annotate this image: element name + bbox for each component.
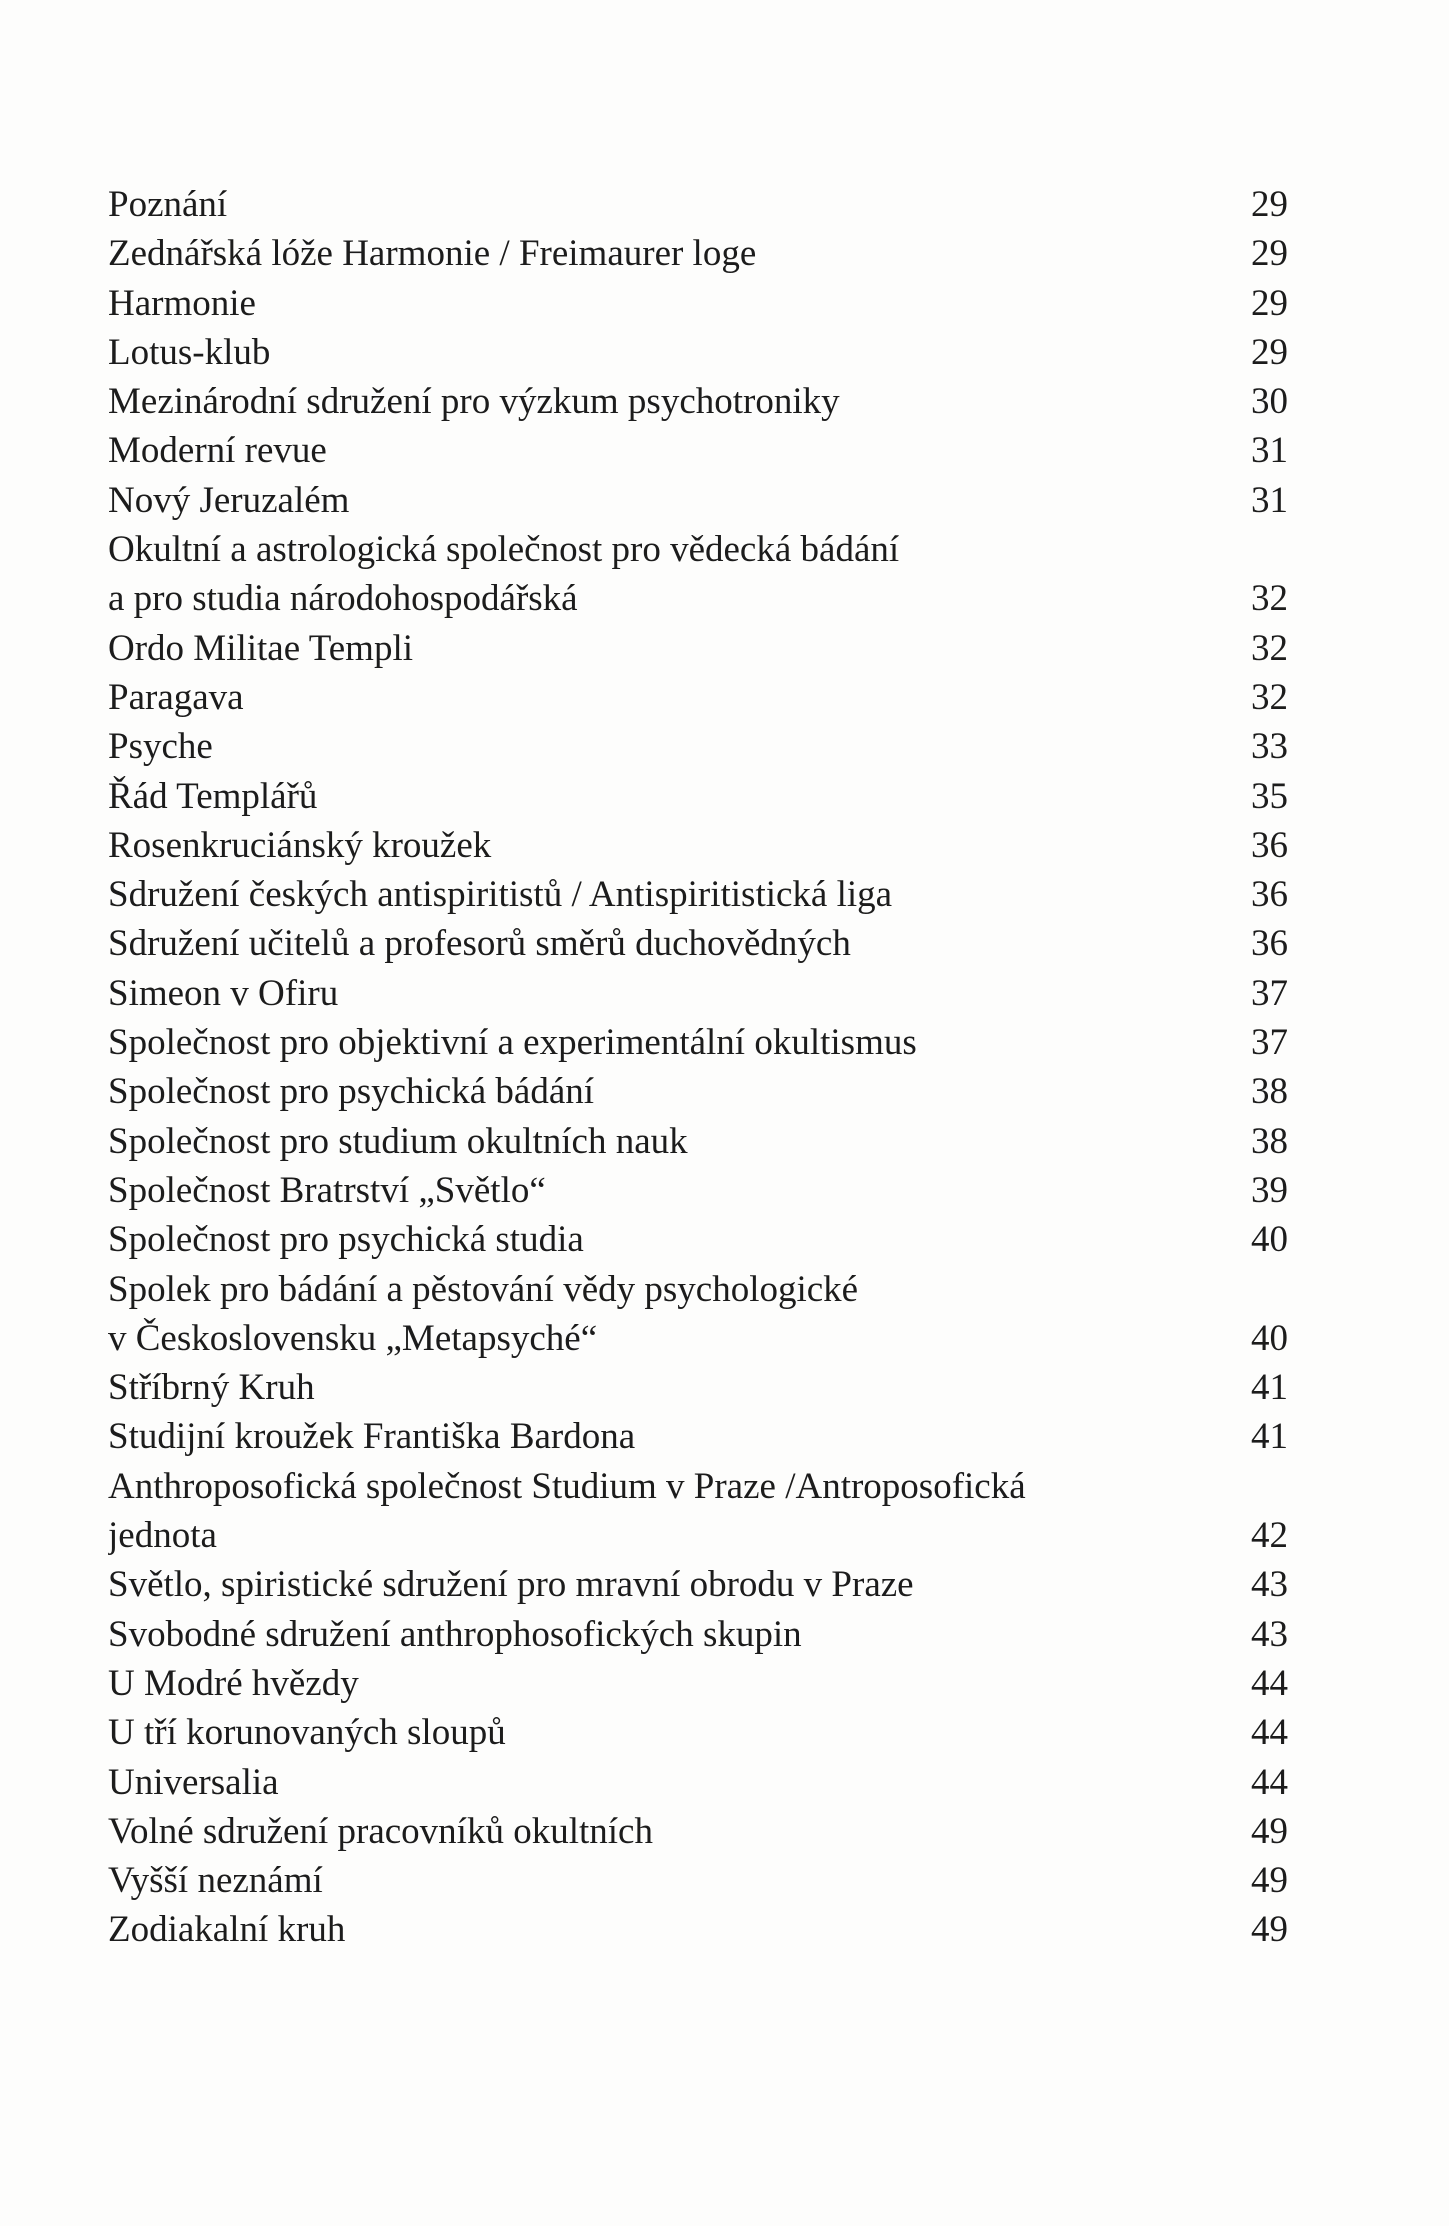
toc-entry-line	[108, 1166, 1288, 1215]
toc-entry-line	[108, 1659, 1288, 1708]
toc-entry-page-number: 29	[1251, 331, 1288, 373]
toc-entry-line	[108, 1067, 1288, 1116]
toc-entry-line	[108, 1560, 1288, 1609]
toc-entry-title: Ordo Militae Templi	[108, 627, 414, 669]
toc-entry	[108, 722, 1288, 771]
toc-entry-title: Řád Templářů	[108, 775, 318, 817]
toc-entry-line	[108, 1708, 1288, 1757]
toc-entry-title: Rosenkruciánský kroužek	[108, 824, 492, 866]
toc-entry	[108, 1462, 1288, 1561]
toc-entry-line	[108, 1610, 1288, 1659]
toc-entry	[108, 1117, 1288, 1166]
toc-entry-page-number: 38	[1251, 1120, 1288, 1162]
toc-entry-title: Zodiakalní kruh	[108, 1909, 346, 1951]
toc-entry-page-number: 36	[1251, 923, 1288, 965]
toc-entry	[108, 1905, 1288, 1954]
toc-entry-page-number: 41	[1251, 1367, 1288, 1409]
toc-entry-title: Světlo, spiristické sdružení pro mravní obrodu v Praze	[108, 1564, 914, 1606]
toc-entry	[108, 426, 1288, 475]
toc-entry-page-number: 31	[1251, 430, 1288, 472]
toc-entry-line	[108, 772, 1288, 821]
toc-entry-title: Psyche	[108, 726, 213, 768]
toc-entry-line	[108, 624, 1288, 673]
toc-entry	[108, 1610, 1288, 1659]
toc-entry-title: Nový Jeruzalém	[108, 479, 350, 521]
toc-entry	[108, 377, 1288, 426]
toc-entry	[108, 1708, 1288, 1757]
toc-entry	[108, 525, 1288, 624]
toc-entry-line	[108, 919, 1288, 968]
toc-entry-title: Harmonie	[108, 282, 256, 324]
toc-entry-title: Moderní revue	[108, 430, 327, 472]
toc-entry-page-number: 36	[1251, 874, 1288, 916]
toc-entry-page-number: 35	[1251, 775, 1288, 817]
toc-entry-line	[108, 1363, 1288, 1412]
toc-entry-title: a pro studia národohospodářská	[108, 578, 578, 620]
toc-entry-page-number: 32	[1251, 627, 1288, 669]
toc-entry-title: Společnost pro objektivní a experimentální okultismus	[108, 1022, 917, 1064]
toc-entry-title: Anthroposofická společnost Studium v Praze /Antroposofická	[108, 1465, 1026, 1507]
toc-entry-page-number: 39	[1251, 1169, 1288, 1211]
toc-entry-title: Svobodné sdružení anthrophosofických skupin	[108, 1613, 802, 1655]
toc-entry	[108, 1659, 1288, 1708]
toc-entry-line	[108, 1265, 1288, 1314]
toc-entry-line	[108, 673, 1288, 722]
toc-entry-title: U Modré hvězdy	[108, 1662, 359, 1704]
toc-entry	[108, 229, 1288, 278]
toc-entry-page-number: 36	[1251, 824, 1288, 866]
toc-entry-page-number: 29	[1251, 233, 1288, 275]
toc-entry	[108, 673, 1288, 722]
toc-entry	[108, 870, 1288, 919]
toc-entry	[108, 476, 1288, 525]
toc-entry	[108, 1412, 1288, 1461]
toc-entry-title: Paragava	[108, 676, 244, 718]
toc-entry-line	[108, 870, 1288, 919]
toc-entry-title: Okultní a astrologická společnost pro vědecká bádání	[108, 529, 900, 571]
toc-entry-title: Vyšší neznámí	[108, 1860, 323, 1902]
toc-entry-line	[108, 574, 1288, 623]
toc-entry-title: U tří korunovaných sloupů	[108, 1712, 506, 1754]
toc-entry-page-number: 30	[1251, 381, 1288, 423]
toc-entry-title: Společnost pro psychická bádání	[108, 1071, 595, 1113]
toc-entry-title: Sdružení učitelů a profesorů směrů duchovědných	[108, 923, 851, 965]
toc-entry-page-number: 32	[1251, 578, 1288, 620]
toc-entry-page-number: 44	[1251, 1662, 1288, 1704]
toc-entry-line	[108, 1511, 1288, 1560]
toc-entry	[108, 1560, 1288, 1609]
toc-entry-title: Simeon v Ofiru	[108, 972, 339, 1014]
toc-entry-title: v Československu „Metapsyché“	[108, 1317, 598, 1359]
toc-entry-title: Společnost Bratrství „Světlo“	[108, 1169, 546, 1211]
toc-entry-line	[108, 328, 1288, 377]
toc-entry	[108, 919, 1288, 968]
toc-entry-page-number: 43	[1251, 1613, 1288, 1655]
toc-entry-line	[108, 1412, 1288, 1461]
toc-entry-page-number: 49	[1251, 1909, 1288, 1951]
toc-entry-title: Lotus-klub	[108, 331, 271, 373]
toc-entry-page-number: 44	[1251, 1761, 1288, 1803]
toc-entry-title: Mezinárodní sdružení pro výzkum psychotroniky	[108, 381, 840, 423]
table-of-contents	[108, 180, 1288, 1955]
toc-entry-title: Stříbrný Kruh	[108, 1367, 315, 1409]
toc-entry	[108, 1166, 1288, 1215]
toc-entry	[108, 1807, 1288, 1856]
toc-entry-line	[108, 1314, 1288, 1363]
toc-entry	[108, 1758, 1288, 1807]
toc-entry-title: Společnost pro psychická studia	[108, 1219, 584, 1261]
toc-entry	[108, 969, 1288, 1018]
toc-entry-page-number: 37	[1251, 972, 1288, 1014]
toc-entry-page-number: 29	[1251, 282, 1288, 324]
toc-entry	[108, 772, 1288, 821]
toc-entry-page-number: 29	[1251, 184, 1288, 225]
toc-entry-page-number: 31	[1251, 479, 1288, 521]
toc-entry-line	[108, 1856, 1288, 1905]
toc-entry-page-number: 43	[1251, 1564, 1288, 1606]
toc-entry	[108, 1265, 1288, 1364]
toc-entry-line	[108, 426, 1288, 475]
toc-entry-page-number: 32	[1251, 676, 1288, 718]
toc-entry-title: Volné sdružení pracovníků okultních	[108, 1810, 653, 1852]
toc-entry	[108, 1018, 1288, 1067]
toc-entry-page-number: 49	[1251, 1860, 1288, 1902]
toc-entry-line	[108, 229, 1288, 278]
toc-entry-page-number: 42	[1251, 1515, 1288, 1557]
toc-entry	[108, 1215, 1288, 1264]
toc-entry-title: jednota	[108, 1515, 217, 1557]
toc-entry-line	[108, 1905, 1288, 1954]
toc-entry	[108, 1856, 1288, 1905]
toc-entry-line	[108, 1462, 1288, 1511]
toc-entry	[108, 1363, 1288, 1412]
toc-entry-line	[108, 180, 1288, 229]
toc-entry-title: Poznání	[108, 184, 228, 225]
toc-entry-title: Zednářská lóže Harmonie / Freimaurer loge	[108, 233, 757, 275]
toc-entry-title: Společnost pro studium okultních nauk	[108, 1120, 688, 1162]
toc-entry	[108, 1067, 1288, 1116]
toc-entry-page-number: 38	[1251, 1071, 1288, 1113]
toc-entry-line	[108, 1758, 1288, 1807]
toc-entry-line	[108, 1807, 1288, 1856]
toc-entry-page-number: 40	[1251, 1219, 1288, 1261]
toc-entry	[108, 279, 1288, 328]
toc-entry-line	[108, 476, 1288, 525]
toc-entry-line	[108, 377, 1288, 426]
toc-entry-page-number: 41	[1251, 1416, 1288, 1458]
toc-entry	[108, 624, 1288, 673]
toc-entry-title: Spolek pro bádání a pěstování vědy psychologické	[108, 1268, 859, 1310]
toc-entry-page-number: 49	[1251, 1810, 1288, 1852]
toc-entry-line	[108, 279, 1288, 328]
toc-entry-title: Universalia	[108, 1761, 279, 1803]
toc-entry-page-number: 44	[1251, 1712, 1288, 1754]
toc-entry	[108, 821, 1288, 870]
toc-entry-line	[108, 1018, 1288, 1067]
toc-entry-page-number: 37	[1251, 1022, 1288, 1064]
toc-entry-line	[108, 525, 1288, 574]
toc-entry-title: Studijní kroužek Františka Bardona	[108, 1416, 636, 1458]
toc-entry-page-number: 33	[1251, 726, 1288, 768]
toc-entry	[108, 328, 1288, 377]
toc-entry-line	[108, 1117, 1288, 1166]
toc-entry-line	[108, 1215, 1288, 1264]
toc-entry-title: Sdružení českých antispiritistů / Antispiritistická liga	[108, 874, 893, 916]
toc-entry-page-number: 40	[1251, 1317, 1288, 1359]
toc-entry-line	[108, 969, 1288, 1018]
toc-entry-line	[108, 821, 1288, 870]
toc-entry	[108, 180, 1288, 229]
toc-entry-line	[108, 722, 1288, 771]
